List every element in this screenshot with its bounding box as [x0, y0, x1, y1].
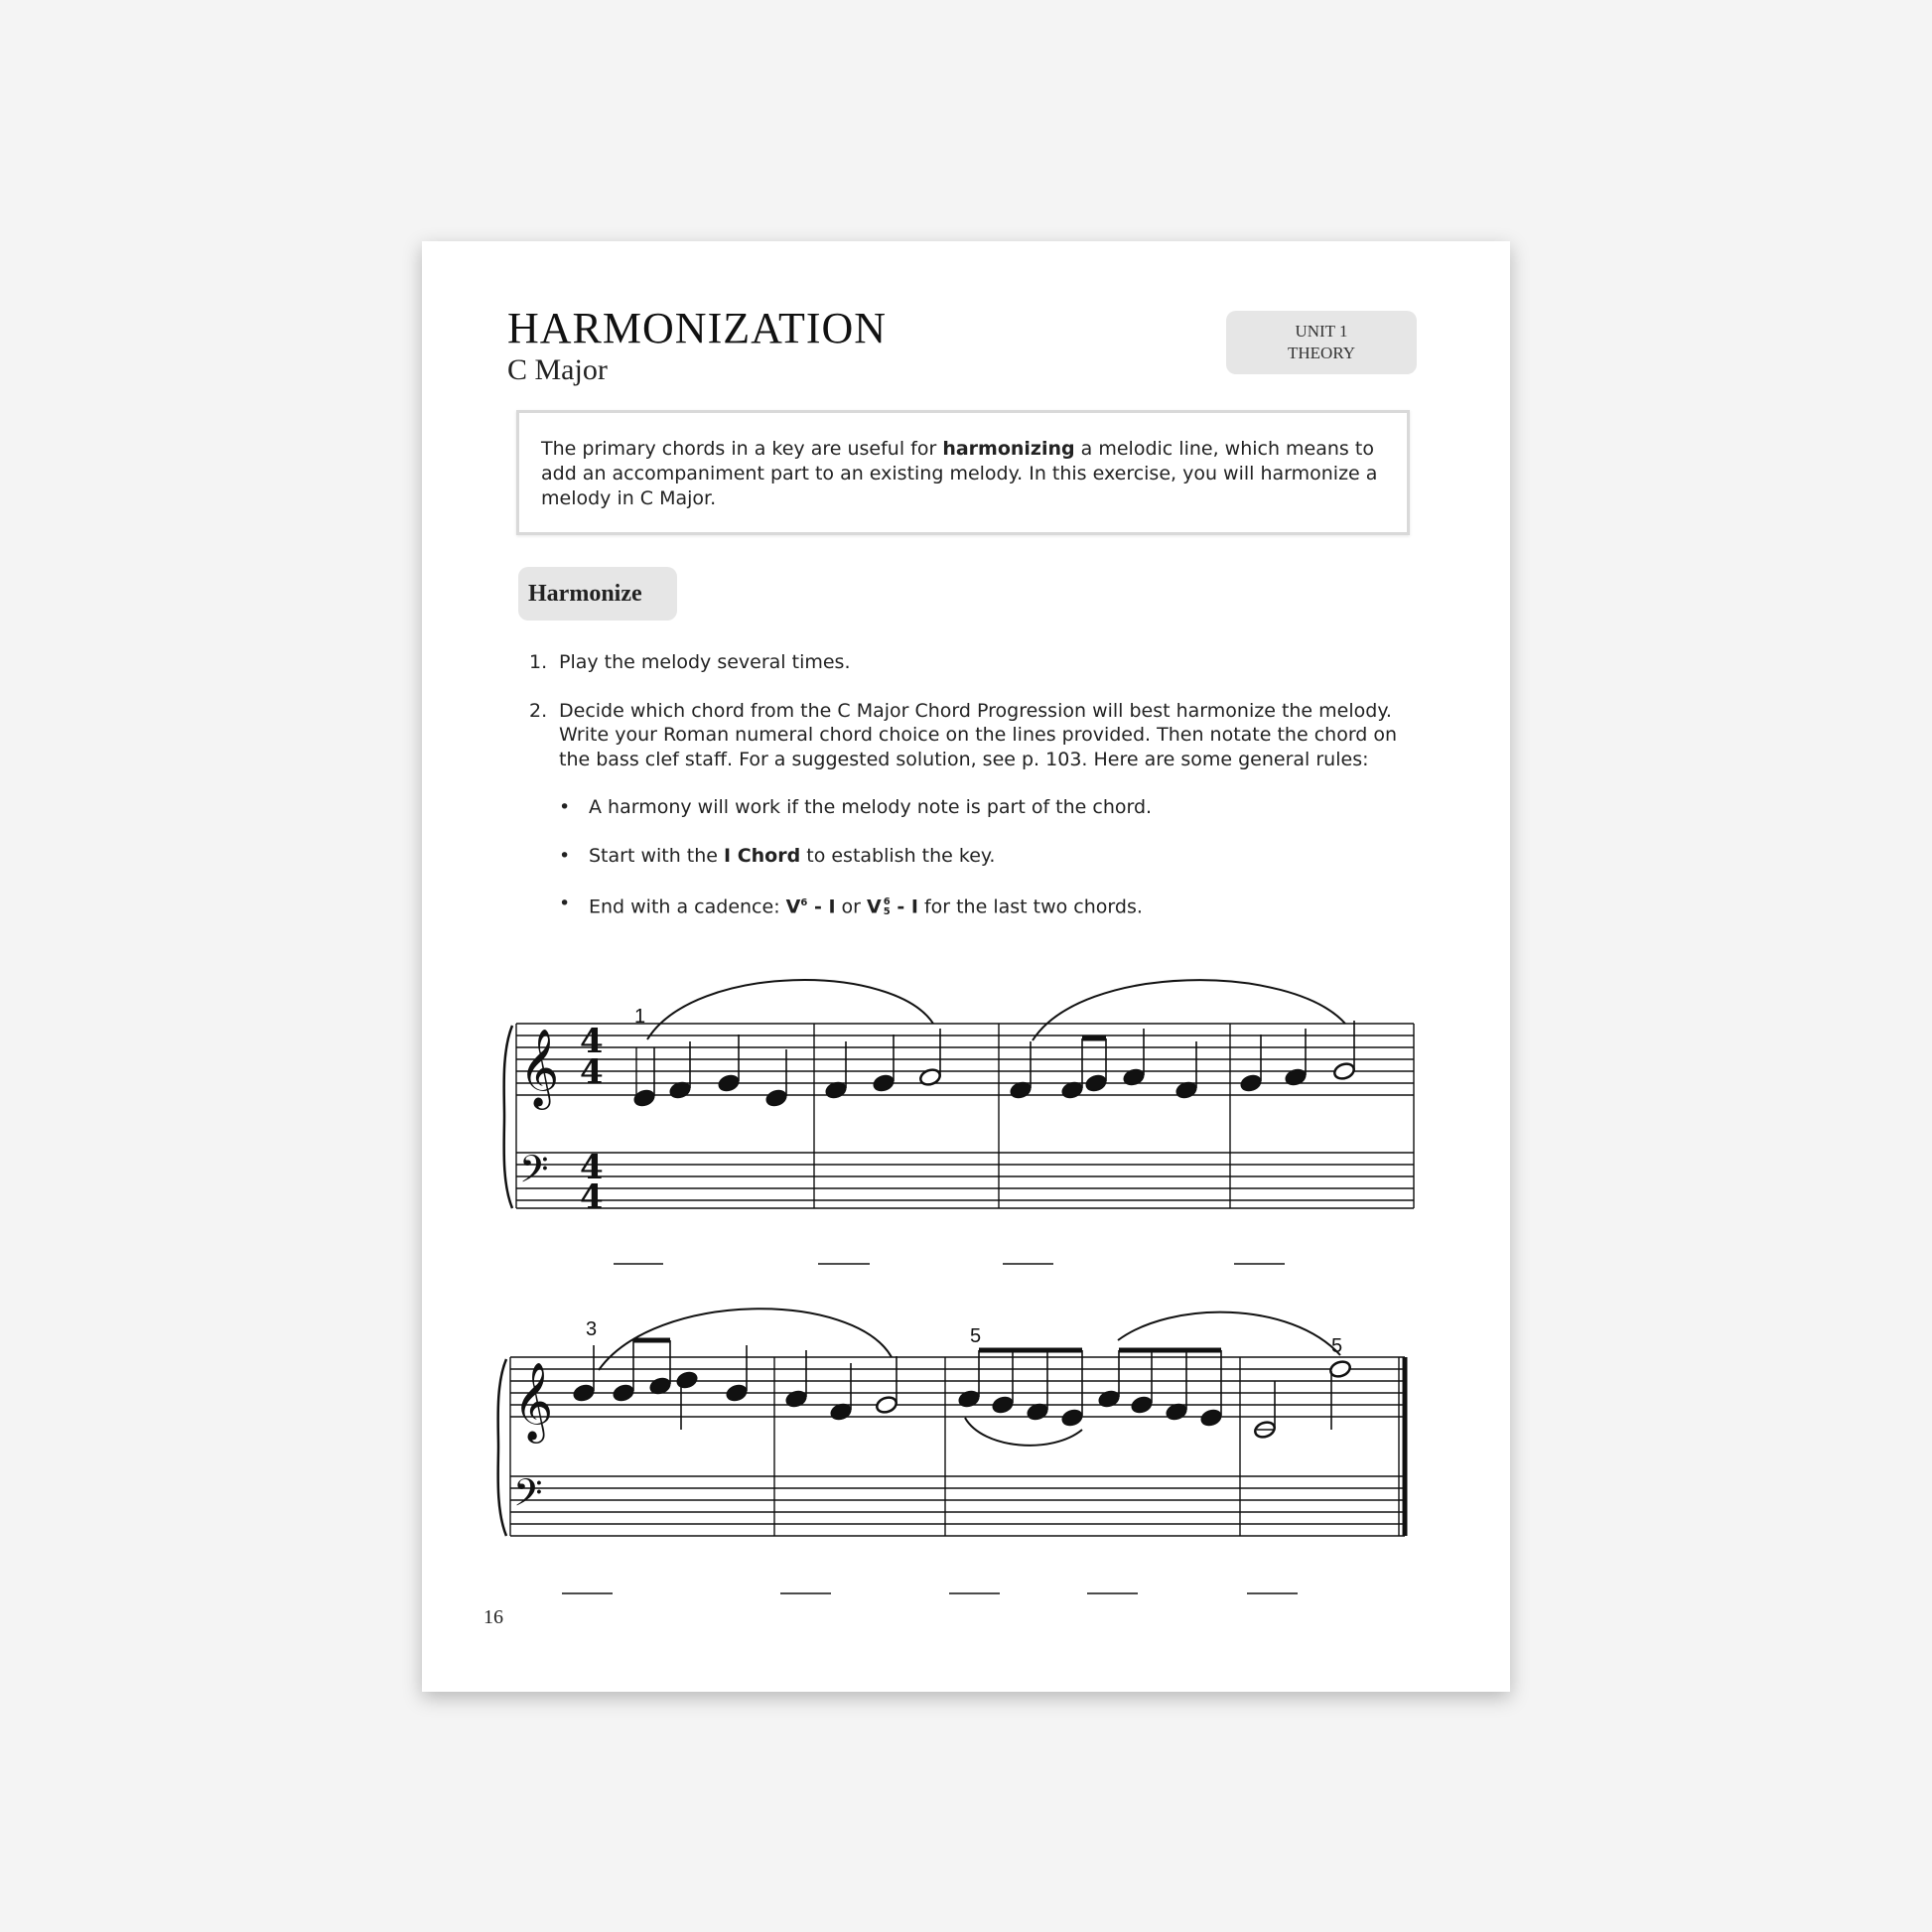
note-head	[675, 1370, 699, 1390]
time-signature-top: 4	[580, 1148, 604, 1187]
rule-text-end: to establish the key.	[800, 844, 996, 867]
treble-staff-2	[510, 1357, 1405, 1417]
bass-staff-2	[510, 1476, 1405, 1536]
rule-text: A harmony will work if the melody note is part of the chord.	[589, 796, 1153, 818]
treble-clef-icon: 𝄞	[519, 1029, 560, 1107]
step-number: 1.	[529, 651, 548, 673]
note-head	[1130, 1395, 1154, 1415]
bass-clef-icon: 𝄢	[513, 1470, 543, 1524]
time-signature-bottom: 4	[580, 1052, 604, 1092]
slur	[647, 980, 933, 1039]
chord-v: V	[785, 896, 801, 918]
bullet-icon: •	[559, 893, 571, 914]
page-title: HARMONIZATION	[507, 304, 888, 352]
fingering-number: 1	[634, 1006, 646, 1028]
slur	[1033, 980, 1345, 1040]
chord-dash-i: - I	[890, 896, 918, 918]
figure-bottom: 5	[883, 905, 891, 917]
melody-notes-2	[572, 1340, 1352, 1440]
half-note-head	[1332, 1061, 1356, 1081]
note-head	[872, 1073, 896, 1093]
barlines-2	[510, 1357, 1405, 1536]
bass-staff-1	[516, 1153, 1414, 1208]
rule-bold-term: I Chord	[724, 844, 801, 867]
note-head	[717, 1073, 741, 1093]
section-heading: Harmonize	[518, 567, 677, 621]
time-signature-top: 4	[580, 1022, 604, 1061]
note-head	[784, 1389, 808, 1409]
note-head	[1199, 1408, 1223, 1428]
chord-v: V	[867, 896, 882, 918]
intro-text-end: a melodic line, which means to add an accompaniment part to an existing melody. In this exercise, you will harmonize a melody in C Major.	[541, 438, 1378, 509]
note-head	[572, 1383, 596, 1403]
bass-clef-icon: 𝄢	[519, 1147, 549, 1200]
brace-1	[504, 1026, 512, 1208]
brace-2	[498, 1359, 506, 1536]
figure-top: 6	[883, 896, 891, 907]
treble-clef-icon: 𝄞	[513, 1362, 554, 1441]
step-number: 2.	[529, 699, 548, 722]
rule-text-start: End with a cadence:	[589, 896, 786, 918]
step-text: Play the melody several times.	[559, 651, 851, 673]
page-subtitle: C Major	[507, 353, 608, 386]
half-note-head	[918, 1067, 942, 1087]
note-head	[1122, 1067, 1146, 1087]
unit-type-label: THEORY	[1288, 344, 1355, 362]
fingering-number: 5	[1331, 1335, 1343, 1357]
note-head	[725, 1383, 749, 1403]
fingering-number: 3	[586, 1318, 598, 1340]
rule-text-start: Start with the	[589, 844, 725, 867]
note-head	[957, 1389, 981, 1409]
fingering-number: 5	[970, 1325, 982, 1347]
intro-bold-term: harmonizing	[942, 438, 1075, 460]
note-head	[1239, 1073, 1263, 1093]
note-head	[612, 1383, 635, 1403]
intro-text-start: The primary chords in a key are useful for	[541, 438, 943, 460]
bullet-icon: •	[559, 796, 571, 818]
barlines-1	[516, 1024, 1414, 1208]
chord-dash-i: - I	[807, 896, 836, 918]
or-word: or	[835, 896, 868, 918]
note-head	[1284, 1067, 1308, 1087]
answer-lines	[562, 1264, 1298, 1593]
note-head	[991, 1395, 1015, 1415]
note-head	[764, 1088, 788, 1108]
time-signature-bottom: 4	[580, 1177, 604, 1217]
half-note-head	[875, 1395, 898, 1415]
chord-six-figure: 6	[800, 897, 808, 908]
note-head	[1084, 1073, 1108, 1093]
step-text: Decide which chord from the C Major Chord Progression will best harmonize the melody. Write your Roman numeral chord choice on the lines provided. Then notate the chord on the bass clef staff. For a suggested solution, see p. 103. Here are some general rules:	[559, 699, 1398, 770]
rule-text-end: for the last two chords.	[917, 896, 1143, 918]
page-number: 16	[483, 1606, 503, 1628]
bullet-icon: •	[559, 844, 571, 867]
note-head	[1060, 1408, 1084, 1428]
unit-label: UNIT 1	[1295, 322, 1348, 341]
note-head	[1097, 1389, 1121, 1409]
